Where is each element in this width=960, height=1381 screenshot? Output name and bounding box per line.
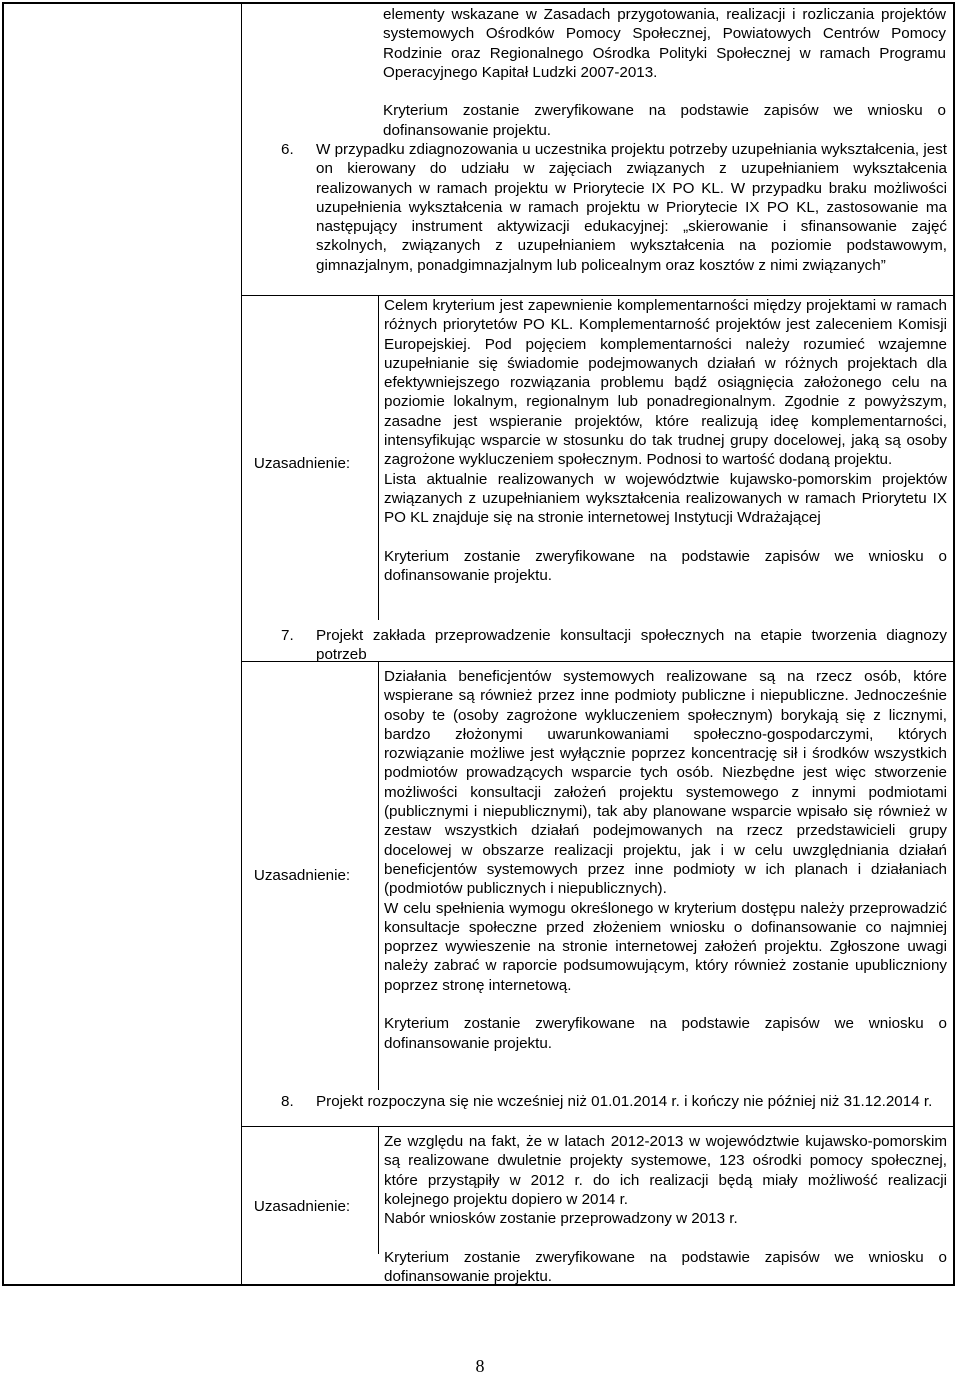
intro-block: [383, 5, 946, 140]
criterion-8-justification: Ze względu na fakt, że w latach 2012-2013 w województwie kujawsko-pomorskim są realizowane dwuletnie projekty systemowe, 123 ośrodki pomocy społecznej, które przystąpiły w 2012 r. do ich realizacji będą miały możliwość realizacji kolejnego projektu dopiero w 2014 r. Nabór wniosków zostanie przeprowadzony w 2013 r. Kryterium zostanie zweryfikowane na podstawie zapisów we wniosku o dofinansowanie projektu.: [384, 1133, 947, 1286]
intro-verification: Kryterium zostanie zweryfikowane na podstawie zapisów we wniosku o dofinansowanie projektu.: [383, 102, 946, 139]
criterion-7-justification-label: Uzasadnienie:: [253, 867, 351, 884]
page-number: 8: [475, 1356, 485, 1376]
cell-divider: [378, 661, 379, 1090]
row-divider: [241, 1126, 953, 1127]
intro-text: elementy wskazane w Zasadach przygotowania, realizacji i rozliczania projektów systemowych Ośrodków Pomocy Społecznej, Powiatowych Centrów Pomocy Rodzinie oraz Regionalnego Ośrodka Polityki Społecznej w ramach Programu Operacyjnego Kapitał Ludzki 2007-2013.: [383, 6, 946, 81]
criterion-8-number: 8.: [281, 1093, 294, 1110]
criterion-7-number: 7.: [281, 627, 294, 644]
criterion-6-number: 6.: [281, 141, 294, 158]
criterion-7-verification: Kryterium zostanie zweryfikowane na podstawie zapisów we wniosku o dofinansowanie projektu.: [384, 1015, 947, 1052]
table-column-divider: [241, 4, 242, 1284]
criterion-6-verification: Kryterium zostanie zweryfikowane na podstawie zapisów we wniosku o dofinansowanie projektu.: [384, 547, 947, 585]
criterion-7-text: Projekt zakłada przeprowadzenie konsultacji społecznych na etapie tworzenia diagnozy potrzeb: [316, 627, 947, 664]
criterion-6-text: W przypadku zdiagnozowania u uczestnika projektu potrzeby uzupełniania wykształcenia, jest on kierowany do udziału w zajęciach związanych z uzupełnianiem wykształcenia realizowanych w ramach projektu w Priorytecie IX PO KL. W przypadku braku możliwości uzupełnienia wykształcenia w ramach projektu w Priorytecie IX PO KL, zastosowanie ma następujący instrument aktywizacji edukacyjnej: „skierowanie i sfinansowanie zajęć szkolnych, związanych z uzupełnianiem wykształcenia na poziomie podstawowym, gimnazjalnym, ponadgimnazjalnym lub policealnym oraz kosztów z nimi związanych”: [316, 141, 947, 274]
criterion-8-justification-label: Uzasadnienie:: [253, 1198, 351, 1215]
cell-divider: [378, 1126, 379, 1254]
cell-divider: [378, 295, 379, 620]
criterion-8-verification: Kryterium zostanie zweryfikowane na podstawie zapisów we wniosku o dofinansowanie projektu.: [384, 1248, 947, 1286]
criterion-6-justification-label: Uzasadnienie:: [253, 455, 351, 472]
criterion-7-justification: Działania beneficjentów systemowych realizowane są na rzecz osób, które wspierane są również przez inne podmioty publiczne i niepubliczne. Jednocześnie osoby te (osoby zagrożone wykluczeniem społecznym) borykają się z licznymi, bardzo złożonymi uwarunkowaniami społeczno-gospodarczymi, których rozwiązanie możliwe jest wyłącznie poprzez koncentrację sił i środków wszystkich podmiotów prowadzących wsparcie tych osób. Niezbędne jest więc stworzenie możliwości konsultacji założeń projektu systemowego z innymi podmiotami (publicznymi i niepublicznymi), tak aby planowane wsparcie wpisało się również w zestaw wszystkich działań podejmowanych na rzecz przedstawicieli grupy docelowej w obszarze realizacji projektu, jak i w celu uwzględniania działań beneficjentów systemowych przez inne podmioty w ich planach i działaniach (podmiotów publicznych i niepublicznych). W celu spełnienia wymogu określonego w kryterium dostępu należy przeprowadzić konsultacje społeczne przed złożeniem wniosku o dofinansowanie co najmniej poprzez wywieszenie na stronie internetowej założeń projektu. Zgłoszone uwagi należy zabrać w raporcie podsumowującym, który również zostanie upubliczniony poprzez stronę internetową. Kryterium zostanie zweryfikowane na podstawie zapisów we wniosku o dofinansowanie projektu.: [384, 668, 947, 1052]
criterion-6-justification: Celem kryterium jest zapewnienie komplementarności między projektami w ramach różnych priorytetów PO KL. Komplementarność projektów jest zaleceniem Komisji Europejskiej. Pod pojęciem komplementarności należy rozumieć wzajemne uzupełnianie się świadomie podejmowanych działań w różnych projektach dla efektywniejszego rozwiązania problemu bądź osiągnięcia założonego celu na poziomie lokalnym, regionalnym lub ponadregionalnym. Zgodnie z powyższym, zasadne jest wspieranie projektów, które realizują ideę komplementarności, intensyfikując wsparcie w stosunku do tak trudnej grupy docelowej, jaką są osoby zagrożone wykluczeniem społecznym. Podnosi to wartość dodaną projektu. Lista aktualnie realizowanych w województwie kujawsko-pomorskim projektów związanych z uzupełnianiem wykształcenia realizowanych w ramach Priorytetu IX PO KL znajduje się na stronie internetowej Instytucji Wdrażającej Kryterium zostanie zweryfikowane na podstawie zapisów we wniosku o dofinansowanie projektu.: [384, 297, 947, 585]
criterion-8-text: Projekt rozpoczyna się nie wcześniej niż 01.01.2014 r. i kończy nie później niż 31.12.2014 r.: [316, 1093, 933, 1110]
